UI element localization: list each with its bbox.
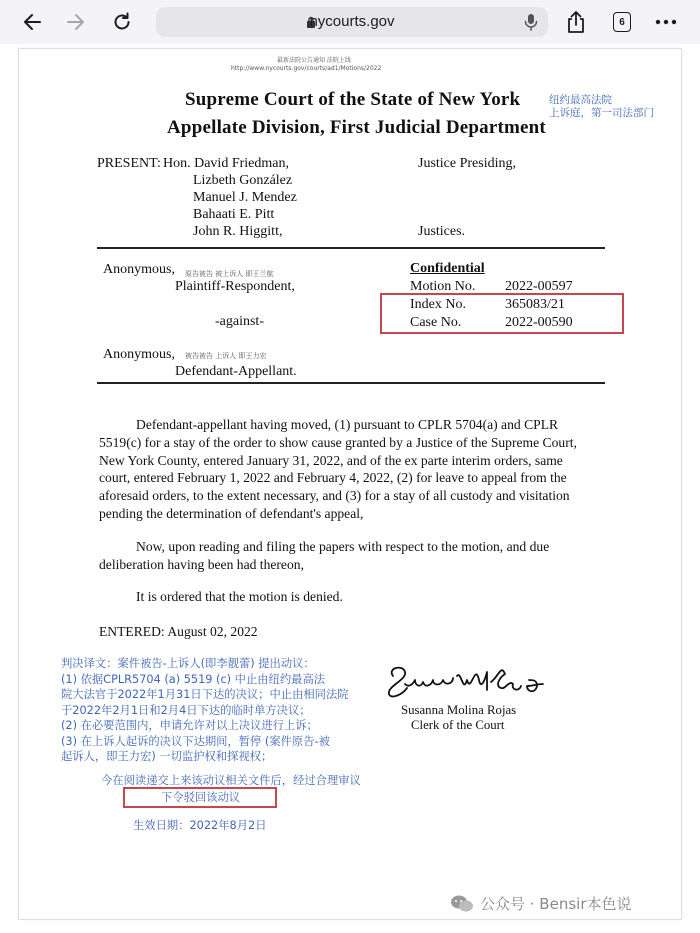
order-text: It is ordered that the motion is denied.	[136, 589, 343, 604]
header-tiny-line-1: 最新法院公告通知 法院上线	[277, 57, 351, 64]
share-icon	[566, 10, 586, 34]
present-label: PRESENT:	[97, 156, 161, 171]
translation-line-9: 下令驳回该动议	[161, 791, 241, 804]
motion-number: 2022-00597	[505, 279, 573, 294]
paragraph-motion	[99, 416, 619, 523]
tabs-icon	[613, 12, 631, 32]
para1-line-4: court, entered February 1, 2022 and February 4, 2022, (2) for leave to appeal from the	[99, 470, 567, 486]
justice-3: Manuel J. Mendez	[193, 190, 297, 205]
defendant-cn-note: 被告被告 上诉人 即王力宏	[185, 352, 267, 360]
translation-line-8: 今在阅读递交上来该动议相关文件后，经过合理审议	[101, 774, 361, 787]
justice-4: Bahaati E. Pitt	[193, 207, 275, 222]
plaintiff-cn-note: 原告被告 被上诉人 即王兰航	[185, 270, 274, 278]
division-name: Appellate Division, First Judicial Department	[167, 117, 546, 138]
index-number: 365083/21	[505, 297, 565, 312]
cn-court-line-1: 纽约最高法院	[549, 94, 612, 106]
defendant-role: Defendant-Appellant.	[175, 364, 297, 379]
translation-line-7: 起诉人，即王力宏) 一切监护权和探视权；	[61, 750, 273, 763]
translation-line-3: 院大法官于2022年1月31日下达的决议；中止由相同法院	[61, 688, 349, 701]
para1-line-2: 5519(c) for a stay of the order to show cause granted by a Justice of the Supreme Court,	[99, 434, 577, 450]
justice-2: Lizbeth González	[193, 173, 293, 188]
more-icon	[655, 19, 677, 25]
tabs-button[interactable]	[606, 6, 638, 38]
wechat-watermark	[450, 893, 631, 914]
case-number: 2022-00590	[505, 315, 573, 330]
forward-button[interactable]	[60, 6, 92, 38]
entered-date: ENTERED: August 02, 2022	[99, 624, 258, 639]
url-text: nycourts.gov	[309, 13, 395, 30]
watermark-text: 公众号 · Bensir本色说	[480, 895, 632, 913]
index-label: Index No.	[410, 297, 466, 312]
signature-image	[379, 656, 559, 707]
tab-count: 6	[619, 16, 625, 28]
arrow-left-icon	[21, 11, 43, 33]
reload-icon	[111, 11, 133, 33]
cn-court-line-2: 上诉庭，第一司法部门	[549, 107, 654, 119]
translation-block	[61, 656, 349, 765]
translation-line-2: (1) 依据CPLR5704 (a) 5519 (c) 中止由纽约最高法	[61, 672, 326, 686]
court-name: Supreme Court of the State of New York	[185, 89, 521, 110]
para1-line-3: New York County, entered January 31, 2022, and of the ex parte interim orders, same	[99, 452, 563, 468]
highlight-box-case-numbers	[380, 293, 624, 334]
effective-date: 生效日期：2022年8月2日	[133, 819, 267, 832]
justice-presiding: Justice Presiding,	[418, 156, 516, 171]
back-button[interactable]	[16, 6, 48, 38]
signature-scribble	[379, 656, 559, 702]
clerk-name: Susanna Molina Rojas	[401, 703, 517, 717]
arrow-right-icon	[65, 11, 87, 33]
header-tiny-line-2: http://www.nycourts.gov/courts/ad1/Motions/2022	[231, 65, 382, 72]
paragraph-reading	[99, 538, 619, 574]
divider-top	[97, 247, 605, 249]
clerk-title: Clerk of the Court	[411, 718, 505, 732]
cn-court-annotation	[549, 94, 654, 120]
browser-toolbar	[0, 0, 700, 44]
justices-label: Justices.	[418, 224, 466, 239]
para1-line-5: aforesaid orders, to the extent necessary, and (3) for a stay of all custody and visitation	[99, 488, 570, 504]
reload-button[interactable]	[106, 6, 138, 38]
more-button[interactable]	[650, 6, 682, 38]
wechat-icon	[450, 894, 474, 914]
justice-1: Hon. David Friedman,	[163, 156, 289, 171]
confidential-label: Confidential	[410, 261, 485, 276]
translation-line-4: 于2022年2月1日和2月4日下达的临时单方决议；	[61, 703, 311, 717]
para1-line-1: Defendant-appellant having moved, (1) pursuant to CPLR 5704(a) and CPLR	[136, 417, 559, 432]
para1-line-6: pending the determination of defendant's appeal,	[99, 505, 364, 521]
microphone-icon[interactable]	[524, 13, 538, 31]
translation-line-6: (3) 在上诉人起诉的决议下达期间，暂停 (案件原告-被	[61, 734, 330, 748]
case-label: Case No.	[410, 315, 462, 330]
address-bar[interactable]	[156, 7, 548, 37]
para2-line-1: Now, upon reading and filing the papers with respect to the motion, and due	[136, 539, 550, 554]
plaintiff-name: Anonymous,	[103, 262, 175, 277]
motion-label: Motion No.	[410, 279, 476, 294]
justice-5: John R. Higgitt,	[193, 224, 283, 239]
highlight-box-denied	[123, 787, 277, 808]
plaintiff-role: Plaintiff-Respondent,	[175, 279, 295, 294]
share-button[interactable]	[560, 6, 592, 38]
against-label: -against-	[215, 314, 264, 329]
document-page	[18, 48, 682, 920]
para2-line-2: deliberation having been had thereon,	[99, 556, 304, 572]
translation-line-1: 判决译文：案件被告-上诉人(即李靓蕾) 提出动议：	[61, 657, 315, 670]
defendant-name: Anonymous,	[103, 347, 175, 362]
divider-caption	[97, 382, 605, 384]
translation-line-5: (2) 在必要范围内，申请允许对以上决议进行上诉；	[61, 719, 318, 732]
